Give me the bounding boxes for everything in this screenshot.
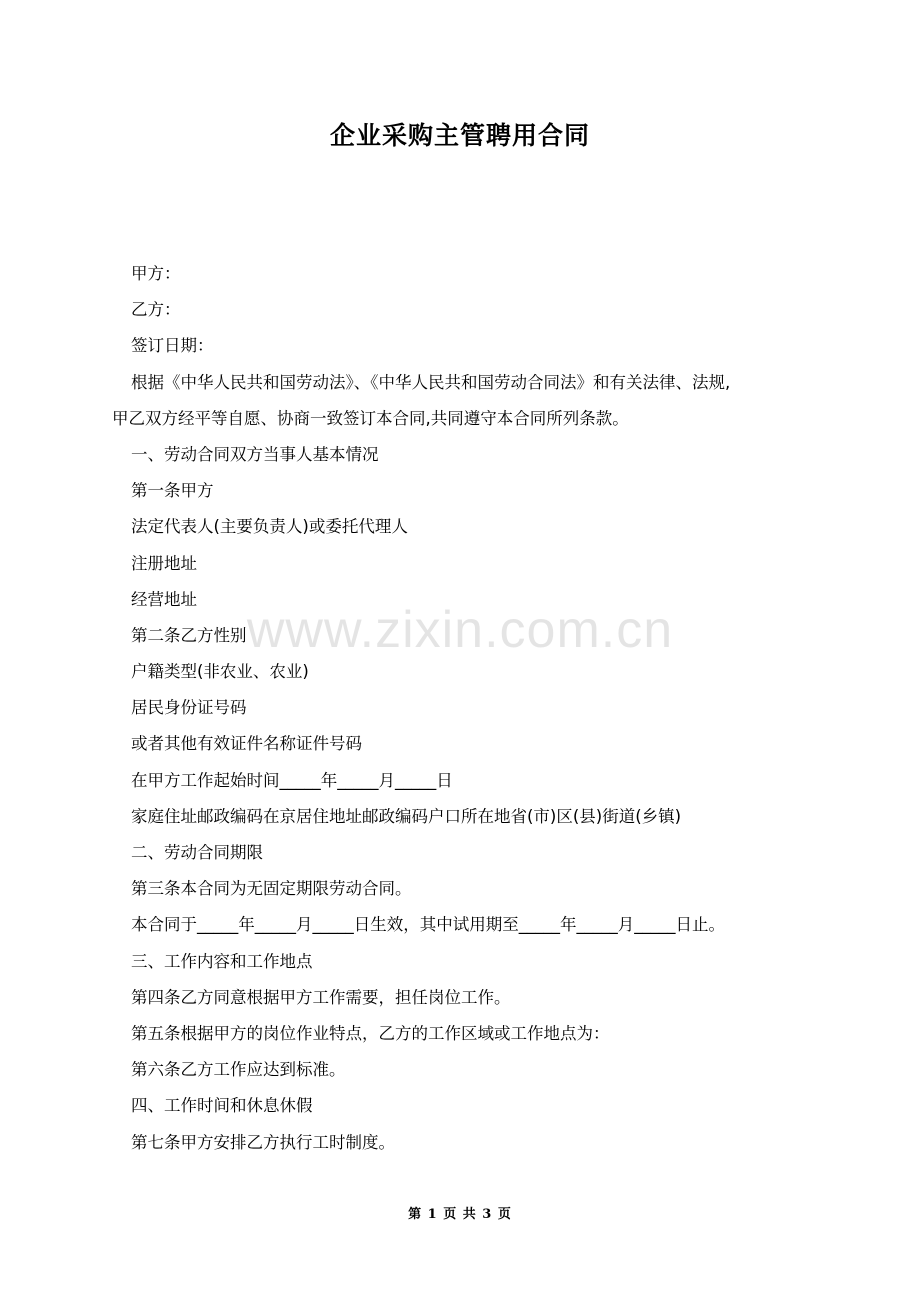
household-type-line: 户籍类型(非农业、农业) [131,662,309,682]
start-date-line: 在甲方工作起始时间_____年_____月_____日 [131,770,453,790]
article-5: 第五条根据甲方的岗位作业特点，乙方的工作区域或工作地点为： [131,1023,610,1043]
section-heading-4: 四、工作时间和休息休假 [131,1096,313,1116]
id-number-line: 居民身份证号码 [131,698,247,718]
article-6: 第六条乙方工作应达到标准。 [131,1060,346,1080]
article-7: 第七条甲方安排乙方执行工时制度。 [131,1132,395,1152]
party-b-line: 乙方： [131,300,181,320]
home-address-line: 家庭住址邮政编码在京居住地址邮政编码户口所在地省(市)区(县)街道(乡镇) [131,806,682,826]
watermark-text: www.zixin.com.cn [246,601,674,659]
article-3: 第三条本合同为无固定期限劳动合同。 [131,879,412,899]
section-heading-2: 二、劳动合同期限 [131,843,263,862]
preamble-line-1: 根据《中华人民共和国劳动法》、《中华人民共和国劳动合同法》和有关法律、法规, [131,372,731,392]
article-1: 第一条甲方 [131,481,214,501]
page-footer: 第 1 页 共 3 页 [408,1207,512,1222]
registered-address-line: 注册地址 [131,553,197,573]
preamble-line-2: 甲乙双方经平等自愿、协商一致签订本合同,共同遵守本合同所列条款。 [112,408,629,428]
section-heading-3: 三、工作内容和工作地点 [131,951,313,971]
document-title: 企业采购主管聘用合同 [329,121,590,150]
article-4: 第四条乙方同意根据甲方工作需要，担任岗位工作。 [131,987,511,1007]
document-body [112,256,812,1161]
other-id-line: 或者其他有效证件名称证件号码 [131,734,362,754]
section-heading-1: 一、劳动合同双方当事人基本情况 [131,444,379,464]
legal-representative-line: 法定代表人(主要负责人)或委托代理人 [131,517,408,537]
effective-date-line: 本合同于_____年_____月_____日生效，其中试用期至_____年_____月_____日止。 [131,915,725,935]
article-2: 第二条乙方性别 [131,625,247,645]
business-address-line: 经营地址 [131,589,197,609]
party-a-line: 甲方： [131,264,181,283]
signing-date-line: 签订日期： [131,336,214,356]
